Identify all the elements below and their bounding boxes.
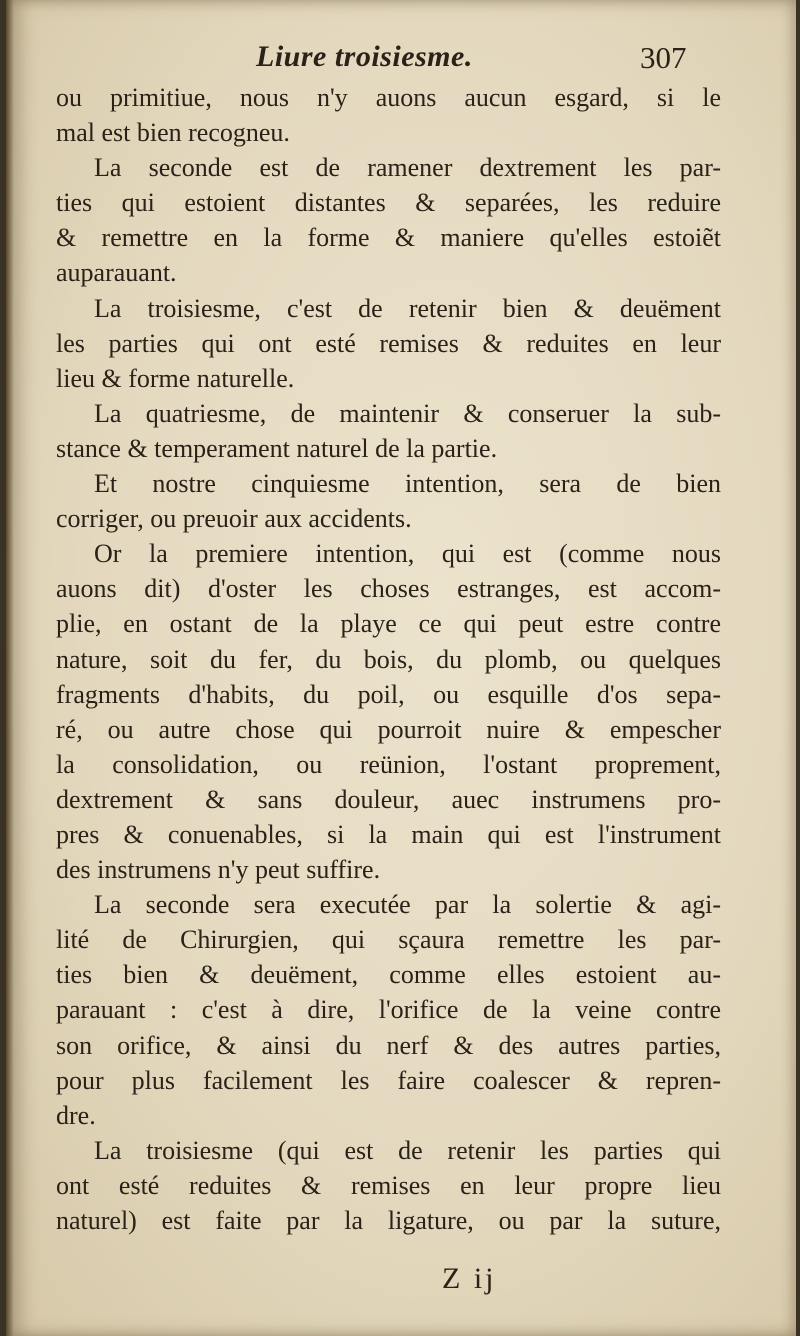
page-gutter-shadow (6, 0, 14, 1336)
text-line: mal est bien recogneu. (56, 118, 290, 148)
text-line: naturel) est faite par la ligature, ou par la suture, (56, 1206, 721, 1235)
page-number: 307 (640, 40, 687, 75)
text-line: plie, en ostant de la playe ce qui peut estre contre (56, 609, 721, 639)
text-line: stance & temperament naturel de la partie. (56, 433, 498, 463)
text-line: & remettre en la forme & maniere qu'elles estoiẽt (56, 223, 721, 253)
text-line: corriger, ou preuoir aux accidents. (56, 504, 412, 534)
text-line: La seconde est de ramener dextrement les par- (94, 153, 721, 183)
text-line: ou primitiue, nous n'y auons aucun esgard, si le (56, 83, 721, 112)
running-title: Liure troisiesme. (256, 40, 473, 73)
signature-mark: Z ij (442, 1262, 497, 1295)
text-line: ties qui estoient distantes & separées, les reduire (56, 188, 721, 218)
text-line: fragments d'habits, du poil, ou esquille d'os sepa- (56, 679, 721, 709)
text-line: lité de Chirurgien, qui sçaura remettre les par- (56, 925, 721, 955)
text-line: ont esté reduites & remises en leur propre lieu (56, 1170, 721, 1200)
book-page (6, 0, 796, 1336)
text-line: ties bien & deuëment, comme elles estoient au- (56, 960, 721, 990)
text-line: La quatriesme, de maintenir & conseruer la sub- (94, 398, 721, 428)
text-line: Et nostre cinquiesme intention, sera de bien (94, 469, 721, 499)
body-text (56, 80, 721, 1238)
text-line: La seconde sera executée par la solertie & agi- (94, 890, 721, 920)
text-line: La troisiesme (qui est de retenir les parties qui (94, 1135, 721, 1165)
text-line: pres & conuenables, si la main qui est l'instrument (56, 819, 721, 849)
page-header (6, 38, 796, 78)
text-line: ré, ou autre chose qui pourroit nuire & empescher (56, 714, 721, 744)
text-line: la consolidation, ou reünion, l'ostant proprement, (56, 749, 721, 779)
text-line: dre. (56, 1100, 96, 1130)
text-line: Or la premiere intention, qui est (comme nous (94, 539, 721, 569)
text-line: les parties qui ont esté remises & reduites en leur (56, 328, 721, 358)
text-line: son orifice, & ainsi du nerf & des autres parties, (56, 1030, 721, 1060)
text-line: auons dit) d'oster les choses estranges, est accom- (56, 574, 721, 604)
text-line: pour plus facilement les faire coalescer & repren- (56, 1065, 721, 1095)
text-line: lieu & forme naturelle. (56, 363, 295, 393)
text-line: La troisiesme, c'est de retenir bien & deuëment (94, 293, 721, 323)
text-line: auparauant. (56, 258, 177, 288)
text-line: des instrumens n'y peut suffire. (56, 855, 381, 885)
text-line: nature, soit du fer, du bois, du plomb, ou quelques (56, 644, 721, 674)
text-line: parauant : c'est à dire, l'orifice de la veine contre (56, 995, 721, 1025)
text-line: dextrement & sans douleur, auec instrumens pro- (56, 784, 721, 814)
